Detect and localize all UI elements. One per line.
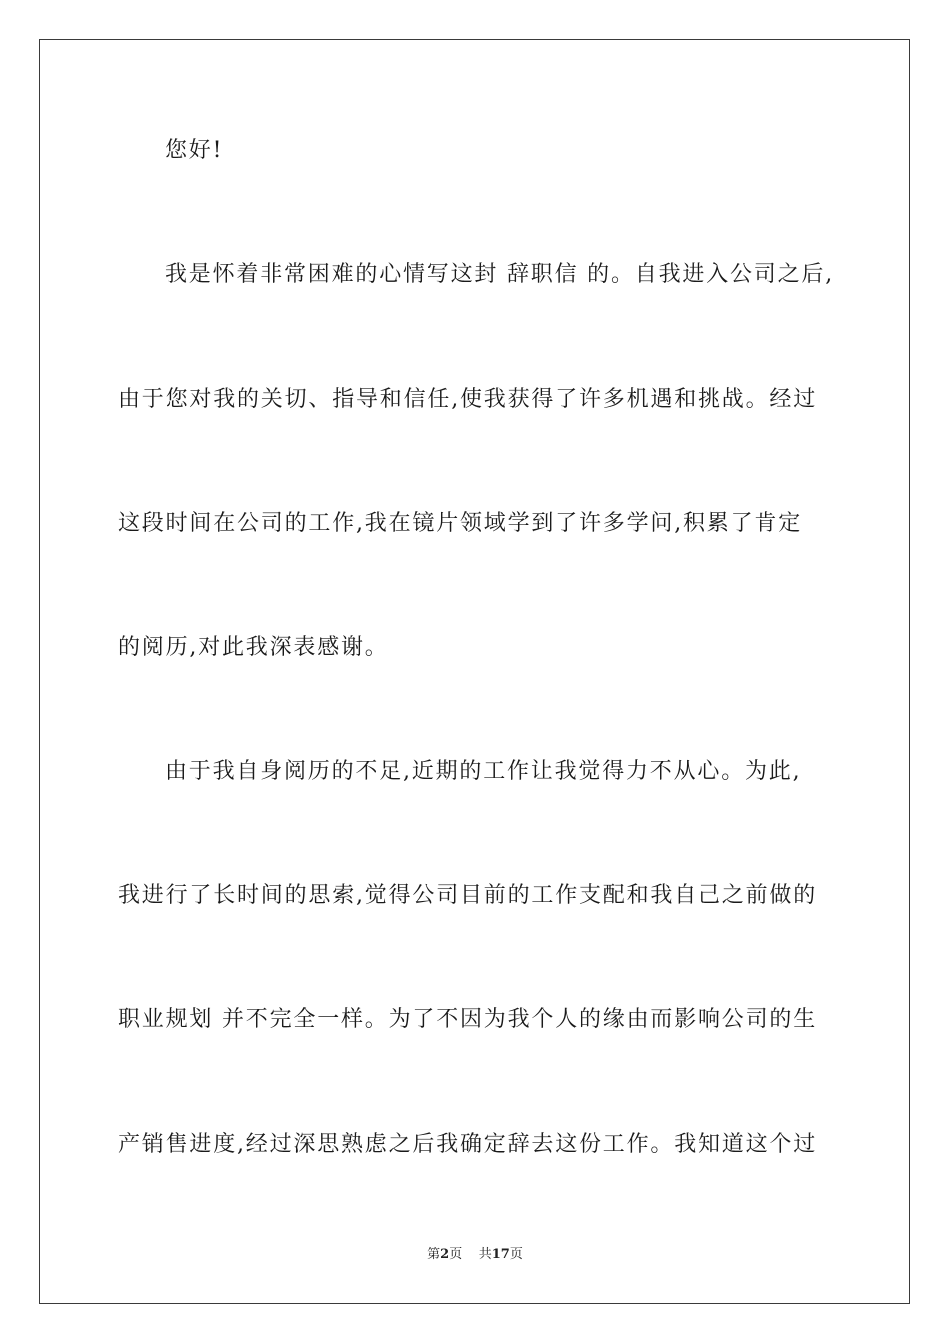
paragraph-line: 的阅历,对此我深表感谢。 <box>118 635 389 660</box>
paragraph-line: 我是怀着非常困难的心情写这封 辞职信 的。自我进入公司之后, <box>165 262 834 287</box>
page-total: 17 <box>491 1247 510 1262</box>
total-unit: 页 <box>509 1247 523 1262</box>
page-prefix: 第 <box>427 1247 441 1262</box>
paragraph-line: 我进行了长时间的思索,觉得公司目前的工作支配和我自己之前做的 <box>118 883 817 908</box>
paragraph-line: 职业规划 并不完全一样。为了不因为我个人的缘由而影响公司的生 <box>118 1007 817 1032</box>
paragraph-line: 这段时间在公司的工作,我在镜片领域学到了许多学问,积累了肯定 <box>118 511 802 536</box>
paragraph-line: 由于您对我的关切、指导和信任,使我获得了许多机遇和挑战。经过 <box>118 387 817 412</box>
page-unit: 页 <box>449 1247 463 1262</box>
total-prefix: 共 <box>478 1247 492 1262</box>
page-current: 2 <box>440 1247 450 1262</box>
paragraph-line: 产销售进度,经过深思熟虑之后我确定辞去这份工作。我知道这个过 <box>118 1132 817 1157</box>
greeting: 您好! <box>165 138 224 163</box>
page-frame <box>39 39 910 1304</box>
paragraph-line: 由于我自身阅历的不足,近期的工作让我觉得力不从心。为此, <box>165 759 802 784</box>
page-footer <box>0 1246 950 1264</box>
